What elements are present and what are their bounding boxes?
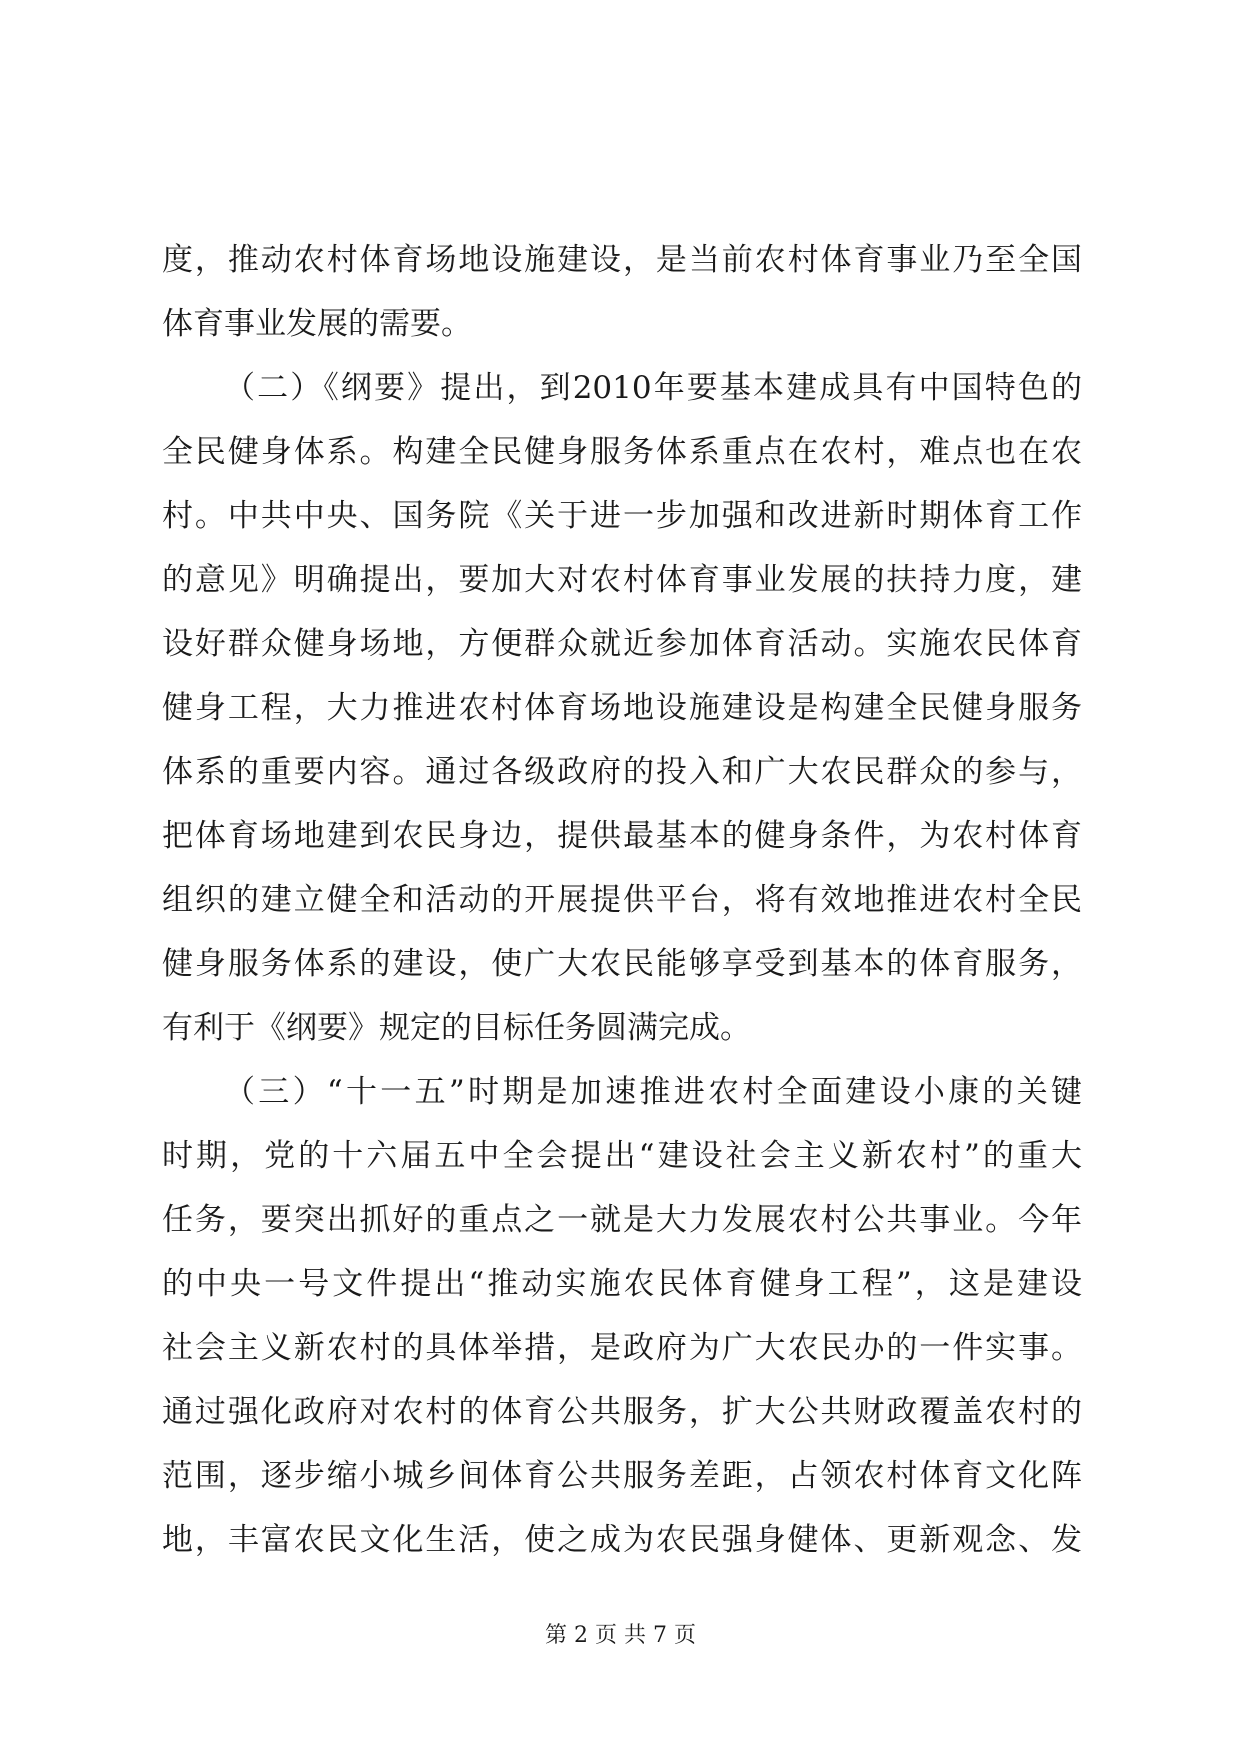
text-line: 的中央一号文件提出“推动实施农民体育健身工程”，这是建设 [162,1266,1082,1302]
text-line: 通过强化政府对农村的体育公共服务，扩大公共财政覆盖农村的 [162,1394,1082,1430]
text-line: 设好群众健身场地，方便群众就近参加体育活动。实施农民体育 [162,626,1082,662]
text-line: 体育事业发展的需要。 [162,306,472,342]
text-line: 地，丰富农民文化生活，使之成为农民强身健体、更新观念、发 [162,1522,1082,1558]
text-line: 任务，要突出抓好的重点之一就是大力发展农村公共事业。今年 [162,1202,1082,1238]
text-line: 组织的建立健全和活动的开展提供平台，将有效地推进农村全民 [162,882,1082,918]
text-line: 度，推动农村体育场地设施建设，是当前农村体育事业乃至全国 [162,242,1082,278]
text-line: 健身服务体系的建设，使广大农民能够享受到基本的体育服务， [162,946,1082,982]
text-line: （二）《纲要》提出，到2010年要基本建成具有中国特色的 [224,370,1082,406]
text-line: 体系的重要内容。通过各级政府的投入和广大农民群众的参与， [162,754,1082,790]
page-number: 第 2 页 共 7 页 [545,1623,696,1648]
text-line: 有利于《纲要》规定的目标任务圆满完成。 [162,1010,751,1046]
text-line: 健身工程，大力推进农村体育场地设施建设是构建全民健身服务 [162,690,1082,726]
text-line: 把体育场地建到农民身边，提供最基本的健身条件，为农村体育 [162,818,1082,854]
text-line: 全民健身体系。构建全民健身服务体系重点在农村，难点也在农 [162,434,1082,470]
text-line: 村。中共中央、国务院《关于进一步加强和改进新时期体育工作 [162,498,1082,534]
text-line: （三）“十一五”时期是加速推进农村全面建设小康的关键 [224,1074,1082,1110]
page-footer [0,1618,1241,1649]
text-line: 社会主义新农村的具体举措，是政府为广大农民办的一件实事。 [162,1330,1082,1366]
text-line: 时期，党的十六届五中全会提出“建设社会主义新农村”的重大 [162,1138,1082,1174]
body-text [162,228,1082,1572]
text-line: 的意见》明确提出，要加大对农村体育事业发展的扶持力度，建 [162,562,1082,598]
text-line: 范围，逐步缩小城乡间体育公共服务差距，占领农村体育文化阵 [162,1458,1082,1494]
